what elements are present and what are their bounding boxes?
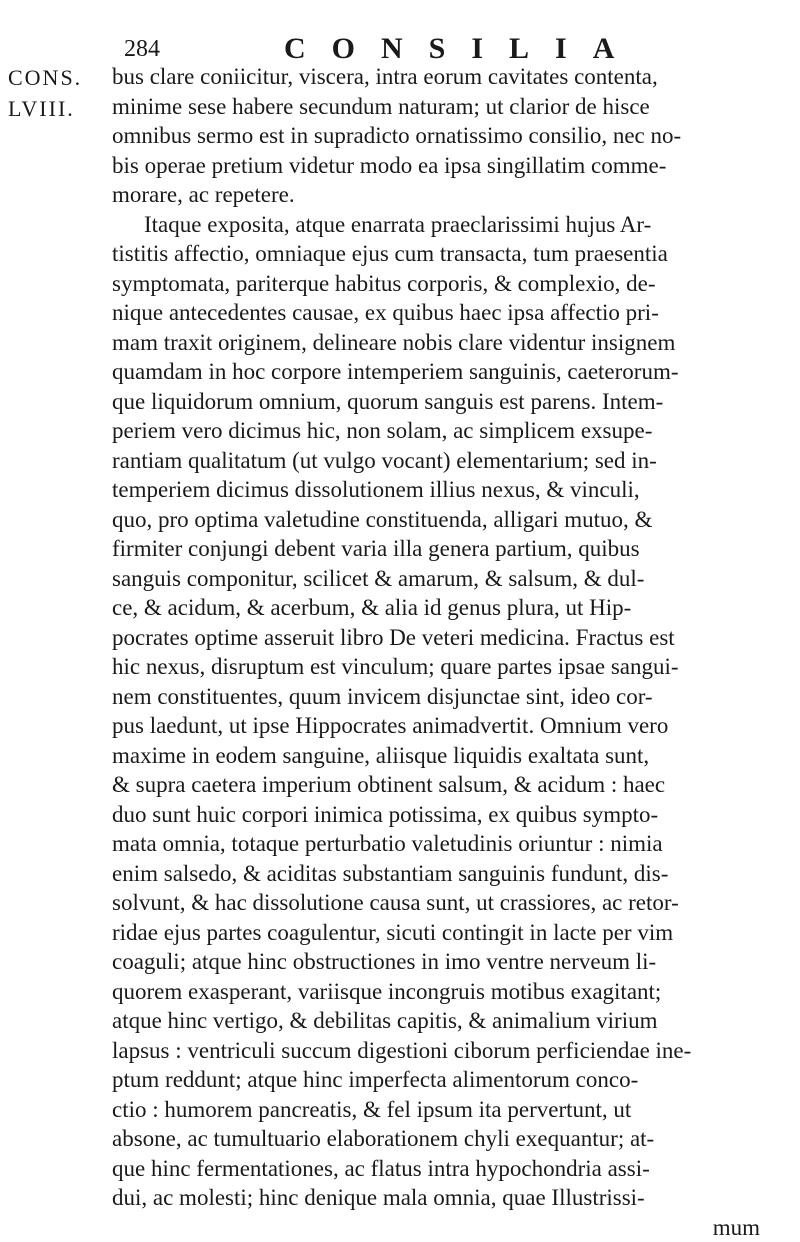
- text-line: solvunt, & hac dissolutione causa sunt, ut crassiores, ac retor-: [112, 888, 788, 918]
- text-line: Itaque exposita, atque enarrata praeclarissimi hujus Ar-: [112, 210, 788, 240]
- text-line: mum: [112, 1213, 788, 1242]
- text-line: mam traxit originem, delineare nobis clare videntur insignem: [112, 328, 788, 358]
- text-line: que hinc fermentationes, ac flatus intra hypochondria assi-: [112, 1154, 788, 1184]
- text-line: que liquidorum omnium, quorum sanguis est parens. Intem-: [112, 387, 788, 417]
- page-number: 284: [124, 36, 160, 63]
- text-line: quamdam in hoc corpore intemperiem sanguinis, caeterorum-: [112, 357, 788, 387]
- text-line: duo sunt huic corpori inimica potissima, ex quibus sympto-: [112, 800, 788, 830]
- text-line: temperiem dicimus dissolutionem illius nexus, & vinculi,: [112, 475, 788, 505]
- text-line: hic nexus, disruptum est vinculum; quare partes ipsae sangui-: [112, 652, 788, 682]
- marginal-note-line: LVIII.: [8, 93, 82, 124]
- text-line: tistitis affectio, omniaque ejus cum transacta, tum praesentia: [112, 239, 788, 269]
- text-line: quorem exasperant, variisque incongruis motibus exagitant;: [112, 977, 788, 1007]
- text-line: dui, ac molesti; hinc denique mala omnia, quae Illustrissi-: [112, 1183, 788, 1213]
- text-line: enim salsedo, & aciditas substantiam sanguinis fundunt, dis-: [112, 859, 788, 889]
- text-line: bis operae pretium videtur modo ea ipsa singillatim comme-: [112, 151, 788, 181]
- text-line: firmiter conjungi debent varia illa genera partium, quibus: [112, 534, 788, 564]
- page-header: [0, 24, 800, 64]
- text-line: rantiam qualitatum (ut vulgo vocant) elementarium; sed in-: [112, 446, 788, 476]
- text-line: omnibus sermo est in supradicto ornatissimo consilio, nec no-: [112, 121, 788, 151]
- text-line: pocrates optime asseruit libro De veteri medicina. Fractus est: [112, 623, 788, 653]
- text-line: lapsus : ventriculi succum digestioni ciborum perficiendae ine-: [112, 1036, 788, 1066]
- text-line: absone, ac tumultuario elaborationem chyli exequantur; at-: [112, 1124, 788, 1154]
- text-line: minime sese habere secundum naturam; ut clarior de hisce: [112, 92, 788, 122]
- text-line: sanguis componitur, scilicet & amarum, & salsum, & dul-: [112, 564, 788, 594]
- marginal-note: [8, 62, 82, 124]
- text-line: bus clare coniicitur, viscera, intra eorum cavitates contenta,: [112, 62, 788, 92]
- text-line: nique antecedentes causae, ex quibus haec ipsa affectio pri-: [112, 298, 788, 328]
- text-line: quo, pro optima valetudine constituenda, alligari mutuo, &: [112, 505, 788, 535]
- text-line: coaguli; atque hinc obstructiones in imo ventre nerveum li-: [112, 947, 788, 977]
- text-line: symptomata, pariterque habitus corporis, & complexio, de-: [112, 269, 788, 299]
- text-line: & supra caetera imperium obtinent salsum, & acidum : haec: [112, 770, 788, 800]
- running-title: CONSILIA: [284, 32, 640, 66]
- text-line: mata omnia, totaque perturbatio valetudinis oriuntur : nimia: [112, 829, 788, 859]
- text-line: morare, ac repetere.: [112, 180, 788, 210]
- text-line: ridae ejus partes coagulentur, sicuti contingit in lacte per vim: [112, 918, 788, 948]
- text-line: ptum reddunt; atque hinc imperfecta alimentorum conco-: [112, 1065, 788, 1095]
- text-line: periem vero dicimus hic, non solam, ac simplicem exsupe-: [112, 416, 788, 446]
- text-line: atque hinc vertigo, & debilitas capitis, & animalium virium: [112, 1006, 788, 1036]
- body-text: [112, 62, 788, 1242]
- marginal-note-line: CONS.: [8, 62, 82, 93]
- text-line: nem constituentes, quum invicem disjunctae sint, ideo cor-: [112, 682, 788, 712]
- text-line: ctio : humorem pancreatis, & fel ipsum ita pervertunt, ut: [112, 1095, 788, 1125]
- text-line: maxime in eodem sanguine, aliisque liquidis exaltata sunt,: [112, 741, 788, 771]
- text-line: ce, & acidum, & acerbum, & alia id genus plura, ut Hip-: [112, 593, 788, 623]
- text-line: pus laedunt, ut ipse Hippocrates animadvertit. Omnium vero: [112, 711, 788, 741]
